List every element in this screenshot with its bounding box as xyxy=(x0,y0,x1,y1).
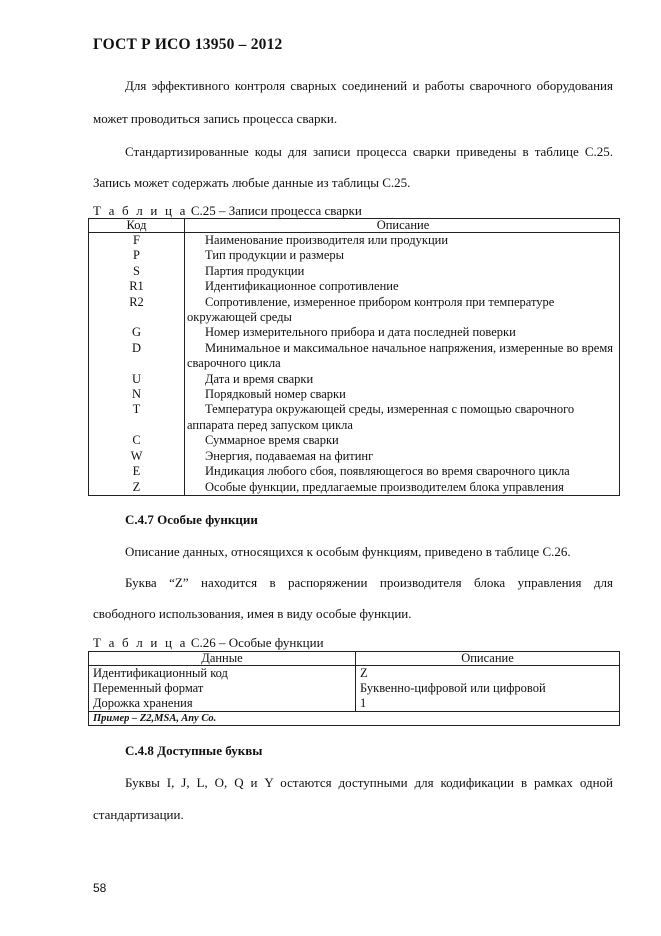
description-text: Номер измерительного прибора и дата последней поверки xyxy=(205,325,516,340)
description-text: Идентификационное сопротивление xyxy=(205,279,399,294)
table-25-caption xyxy=(93,203,362,219)
table-row xyxy=(89,264,620,279)
table-row xyxy=(89,464,620,479)
page-number: 58 xyxy=(93,881,107,895)
table-cell-code: R2 xyxy=(89,295,185,326)
table-row xyxy=(89,696,620,712)
section-heading-c48: С.4.8 Доступные буквы xyxy=(125,743,263,758)
description-text: Температура окружающей среды, измеренная с помощью сварочного аппарата перед запуском цикла xyxy=(187,402,575,432)
table-cell-description xyxy=(185,233,620,249)
table-cell-description xyxy=(185,433,620,448)
table-caption-prefix: Т а б л и ц а xyxy=(93,203,188,218)
description-text: Особые функции, предлагаемые производителем блока управления xyxy=(205,479,564,494)
table-row xyxy=(89,248,620,263)
paragraph-2-line-2: Запись может содержать любые данные из таблицы С.25. xyxy=(93,175,411,190)
description-text: Минимальное и максимальное начальное напряжения, измеренные во время сварочного цикла xyxy=(187,340,613,371)
table-26-caption xyxy=(93,635,324,651)
table-caption-prefix: Т а б л и ц а xyxy=(93,635,188,650)
table-26 xyxy=(88,651,620,726)
section-c47-paragraph-2-line-1: Буква “Z” находится в распоряжении производителя блока управления для xyxy=(125,575,613,590)
table-caption-text: С.26 – Особые функции xyxy=(187,635,324,650)
description-text: Сопротивление, измеренное прибором контроля при температуре окружающей среды xyxy=(187,294,555,325)
table-cell-code: D xyxy=(89,341,185,372)
table-cell-description xyxy=(185,295,620,326)
table-cell-description: 1 xyxy=(356,696,620,712)
section-c48-paragraph-line-1: Буквы I, J, L, O, Q и Y остаются доступными для кодификации в рамках одной xyxy=(125,775,613,790)
table-cell-description xyxy=(185,464,620,479)
table-cell-description xyxy=(185,264,620,279)
table-cell-code: G xyxy=(89,325,185,340)
table-cell-description: Z xyxy=(356,666,620,682)
description-text: Дата и время сварки xyxy=(205,371,314,386)
table-cell-description xyxy=(185,449,620,464)
table-25-body xyxy=(89,233,620,496)
table-example-row xyxy=(89,712,620,726)
table-row xyxy=(89,402,620,433)
table-row xyxy=(89,449,620,464)
table-cell-description xyxy=(185,480,620,496)
section-c47-paragraph-2-line-2: свободного использования, имея в виду особые функции. xyxy=(93,606,412,621)
table-row xyxy=(89,279,620,294)
table-row xyxy=(89,433,620,448)
table-cell-code: T xyxy=(89,402,185,433)
table-row xyxy=(89,325,620,340)
paragraph-2-line-1: Стандартизированные коды для записи процесса сварки приведены в таблице С.25. xyxy=(125,144,613,159)
table-cell-description xyxy=(185,402,620,433)
table-row xyxy=(89,295,620,326)
table-cell-code: F xyxy=(89,233,185,249)
section-heading-c47: С.4.7 Особые функции xyxy=(125,512,258,527)
table-row xyxy=(89,372,620,387)
description-text: Порядковый номер сварки xyxy=(205,387,346,402)
table-cell-code: P xyxy=(89,248,185,263)
table-row xyxy=(89,666,620,682)
description-text: Партия продукции xyxy=(205,263,305,278)
table-cell-code: C xyxy=(89,433,185,448)
table-cell-code: N xyxy=(89,387,185,402)
paragraph-1-line-1: Для эффективного контроля сварных соединений и работы сварочного оборудования xyxy=(125,78,613,93)
paragraph-1-line-2: может проводиться запись процесса сварки. xyxy=(93,111,338,126)
table-cell-description xyxy=(185,387,620,402)
table-row xyxy=(89,233,620,249)
table-cell-code: Z xyxy=(89,480,185,496)
column-header-code: Код xyxy=(89,219,185,233)
table-cell-description: Буквенно-цифровой или цифровой xyxy=(356,681,620,696)
table-cell-code: E xyxy=(89,464,185,479)
table-cell-description xyxy=(185,325,620,340)
table-example-note: Пример – Z2,MSA, Any Co. xyxy=(89,712,620,726)
description-text: Индикация любого сбоя, появляющегося во время сварочного цикла xyxy=(205,464,570,479)
table-cell-description xyxy=(185,248,620,263)
column-header-description: Описание xyxy=(185,219,620,233)
table-row xyxy=(89,387,620,402)
table-cell-description xyxy=(185,372,620,387)
description-text: Суммарное время сварки xyxy=(205,433,339,448)
table-cell-data: Идентификационный код xyxy=(89,666,356,682)
table-row xyxy=(89,480,620,496)
table-row xyxy=(89,681,620,696)
description-text: Энергия, подаваемая на фитинг xyxy=(205,448,374,463)
document-header: ГОСТ Р ИСО 13950 – 2012 xyxy=(93,36,283,53)
table-cell-code: U xyxy=(89,372,185,387)
table-cell-code: R1 xyxy=(89,279,185,294)
table-caption-text: С.25 – Записи процесса сварки xyxy=(187,203,362,218)
section-c47-paragraph-1: Описание данных, относящихся к особым функциям, приведено в таблице С.26. xyxy=(125,544,571,559)
table-cell-data: Дорожка хранения xyxy=(89,696,356,712)
section-c48-paragraph-line-2: стандартизации. xyxy=(93,807,184,822)
table-cell-code: S xyxy=(89,264,185,279)
table-row xyxy=(89,341,620,372)
description-text: Тип продукции и размеры xyxy=(205,248,345,263)
table-cell-data: Переменный формат xyxy=(89,681,356,696)
column-header-data: Данные xyxy=(89,652,356,666)
table-25 xyxy=(88,218,620,496)
table-cell-description xyxy=(185,279,620,294)
table-cell-code: W xyxy=(89,449,185,464)
table-cell-description xyxy=(185,341,620,372)
column-header-description: Описание xyxy=(356,652,620,666)
description-text: Наименование производителя или продукции xyxy=(205,233,449,247)
